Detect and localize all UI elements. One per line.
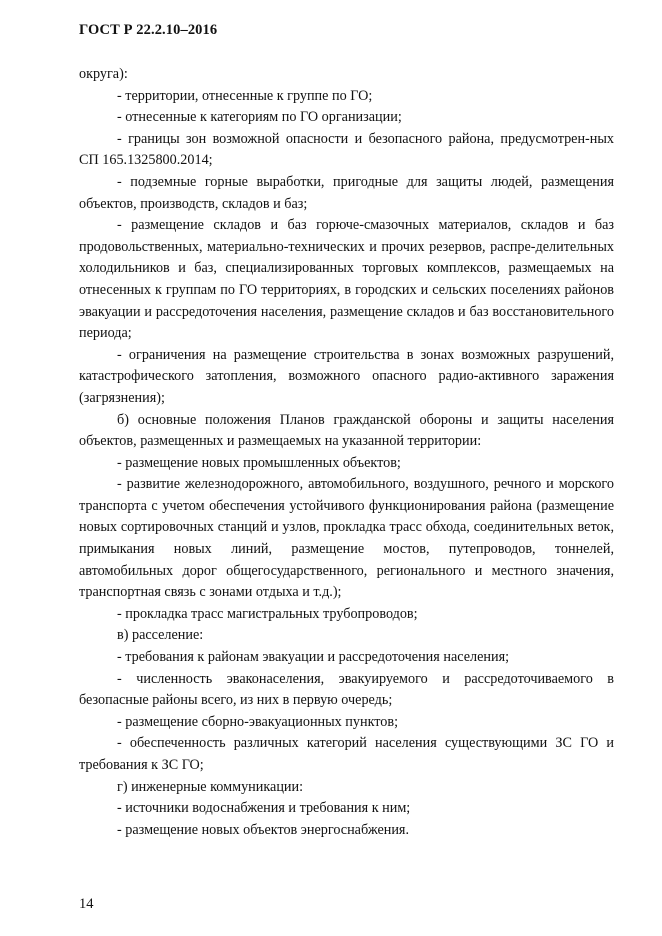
paragraph: - подземные горные выработки, пригодные для защиты людей, размещения объектов, производств, складов и баз; <box>79 173 614 212</box>
paragraph: - размещение новых промышленных объектов; <box>117 454 401 471</box>
document-header: ГОСТ Р 22.2.10–2016 <box>79 22 218 38</box>
paragraph: - границы зон возможной опасности и безопасного района, предусмотрен-ных СП 165.1325800.2014; <box>79 130 614 169</box>
page-number: 14 <box>79 896 94 912</box>
paragraph: - обеспеченность различных категорий населения существующими ЗС ГО и требования к ЗС ГО; <box>79 735 614 773</box>
document-body <box>79 64 614 841</box>
paragraph: б) основные положения Планов гражданской обороны и защиты населения объектов, размещенных и размещаемых на указанной территории: <box>79 411 614 450</box>
paragraph: - размещение складов и баз горюче-смазочных материалов, складов и баз продовольственных, материально-технических и прочих резервов, распре-делительных холодильников и баз, специализированных торговых комплексов, размещаемых на отнесенных к группам по ГО территориях, в городских и сельских поселениях районов эвакуации и рассредоточения населения, размещение складов и баз восстановительного периода; <box>79 217 614 342</box>
paragraph: - размещение сборно-эвакуационных пунктов; <box>117 713 399 730</box>
paragraph: - территории, отнесенные к группе по ГО; <box>117 87 373 104</box>
paragraph: округа): <box>79 66 128 82</box>
paragraph: в) расселение: <box>117 627 204 644</box>
paragraph: - ограничения на размещение строительства в зонах возможных разрушений, катастрофического затопления, возможного опасного радио-активного заражения (загрязнения); <box>79 346 614 406</box>
paragraph: г) инженерные коммуникации: <box>117 778 304 795</box>
paragraph: - требования к районам эвакуации и рассредоточения населения; <box>117 649 510 666</box>
paragraph: - отнесенные к категориям по ГО организации; <box>117 109 402 126</box>
paragraph: - размещение новых объектов энергоснабжения. <box>117 821 410 838</box>
paragraph: - прокладка трасс магистральных трубопроводов; <box>117 605 418 622</box>
paragraph: - источники водоснабжения и требования к ним; <box>117 800 411 817</box>
paragraph: - численность эваконаселения, эвакуируемого и рассредоточиваемого в безопасные районы всего, из них в первую очередь; <box>79 670 614 709</box>
paragraph: - развитие железнодорожного, автомобильного, воздушного, речного и морского транспорта с учетом обеспечения устойчивого функционирования района (размещение новых сортировочных станций и узлов, прокладка трасс обхода, соединительных веток, примыкания новых линий, размещение мостов, путепроводов, тоннелей, автомобильных дорог общегосударственного, регионального и местного значения, транспортная связь с зонами отдыха и т.д.); <box>79 476 614 601</box>
